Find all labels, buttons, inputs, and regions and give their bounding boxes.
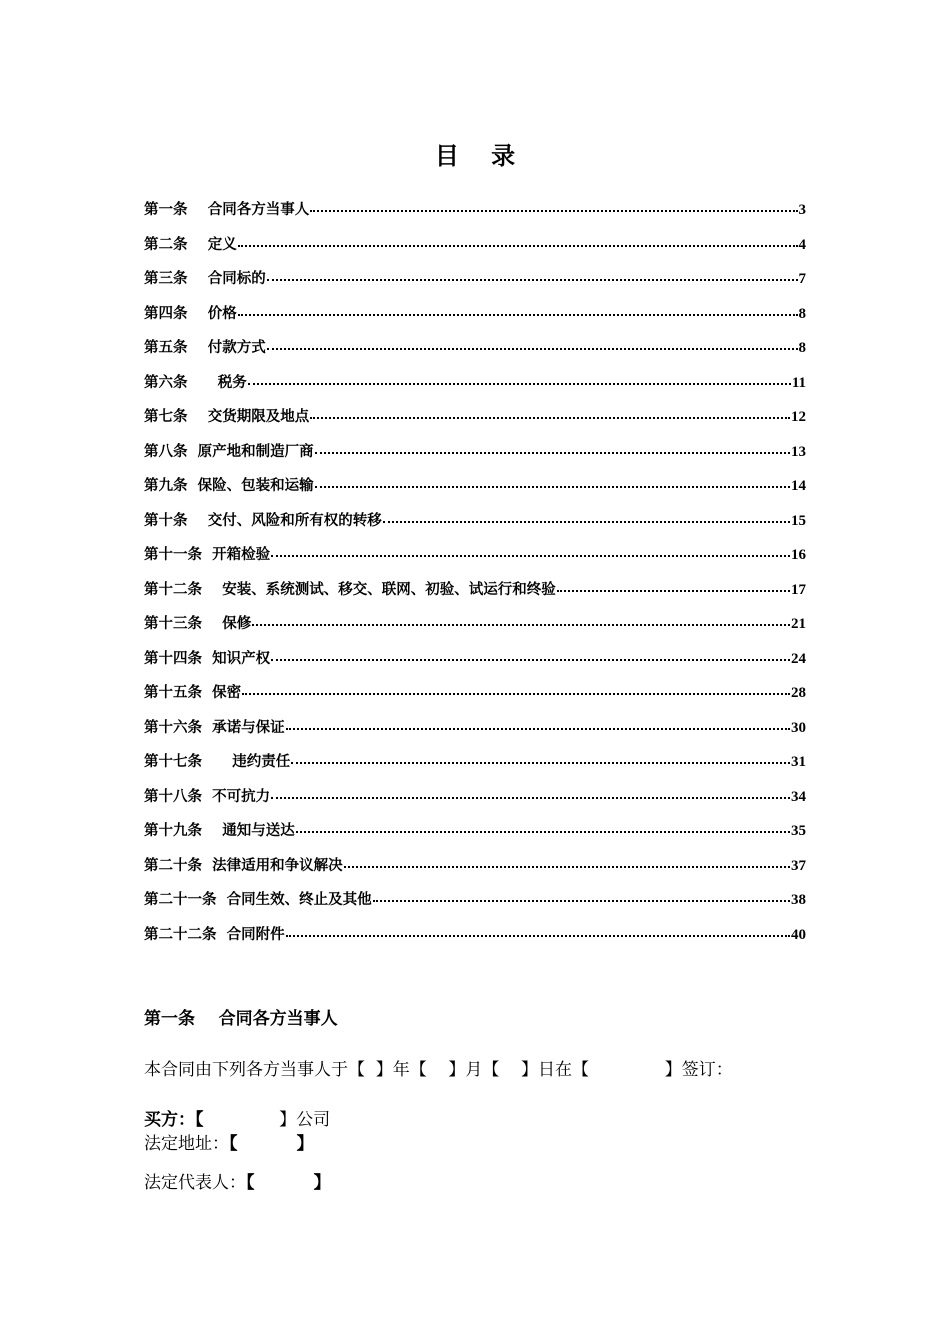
toc-entry[interactable] [144, 371, 806, 406]
toc-entry-label: 第九条 保险、包装和运输 [144, 478, 314, 494]
toc-entry[interactable] [144, 405, 806, 440]
toc-entry[interactable] [144, 578, 806, 613]
toc-leader-dots [286, 727, 790, 730]
toc-entry-label: 第三条 合同标的 [144, 271, 266, 287]
toc-leader-dots [271, 554, 790, 557]
toc-entry[interactable] [144, 233, 806, 268]
toc-entry-page: 11 [791, 374, 806, 391]
buyer-line [144, 1105, 330, 1130]
toc-entry[interactable] [144, 302, 806, 337]
toc-entry-page: 38 [791, 892, 806, 908]
toc-leader-dots [344, 865, 790, 868]
toc-entry-label: 第一条 合同各方当事人 [144, 202, 310, 218]
toc-entry-label: 第十八条 不可抗力 [144, 788, 271, 805]
toc-title: 目 录 [434, 142, 528, 170]
toc-leader-dots [310, 209, 797, 212]
toc-entry-label: 第十七条 违约责任 [144, 754, 291, 770]
toc-leader-dots [291, 761, 790, 764]
toc-leader-dots [267, 278, 798, 281]
toc-entry-page: 40 [791, 926, 806, 943]
toc-entry[interactable] [144, 716, 806, 751]
toc-entry-page: 7 [798, 271, 806, 287]
toc-entry-page: 3 [798, 202, 806, 218]
toc-entry[interactable] [144, 336, 806, 371]
toc-leader-dots [315, 451, 790, 454]
toc-entry-page: 16 [791, 547, 806, 563]
intro-paragraph: 本合同由下列各方当事人于【 】年【 】月【 】日在【 】签订： [144, 1060, 733, 1080]
buyer-label: 买方：【 [144, 1110, 204, 1130]
toc-leader-dots [296, 830, 790, 833]
toc-entry-page: 8 [798, 305, 806, 322]
toc-entry-page: 37 [791, 857, 806, 874]
toc-leader-dots [315, 485, 790, 488]
toc-entry-page: 15 [791, 512, 806, 529]
toc-entry[interactable] [144, 612, 806, 647]
toc-entry-page: 17 [791, 581, 806, 598]
toc-entry-label: 第十五条 保密 [144, 685, 242, 701]
toc-leader-dots [373, 899, 790, 902]
toc-entry-page: 30 [791, 719, 806, 736]
legal-rep-line [144, 1168, 331, 1193]
toc-leader-dots [267, 347, 798, 350]
toc-entry[interactable] [144, 543, 806, 578]
toc-entry[interactable] [144, 819, 806, 854]
toc-entry-page: 12 [791, 409, 806, 425]
toc-entry[interactable] [144, 888, 806, 923]
toc-entry-page: 31 [791, 754, 806, 770]
toc-entry[interactable] [144, 474, 806, 509]
toc-entry-page: 13 [791, 443, 806, 460]
toc-leader-dots [271, 658, 790, 661]
toc-entry-label: 第二十二条 合同附件 [144, 926, 285, 943]
toc-entry[interactable] [144, 854, 806, 889]
legal-address-label: 法定地址： [144, 1134, 229, 1154]
toc-entry[interactable] [144, 785, 806, 820]
toc-leader-dots [252, 623, 790, 626]
toc-entry-label: 第十六条 承诺与保证 [144, 719, 285, 736]
toc-entry-page: 14 [791, 478, 806, 494]
toc-entry-page: 4 [798, 236, 806, 253]
table-of-contents [144, 198, 806, 957]
toc-entry-page: 34 [791, 788, 806, 805]
legal-address-line [144, 1129, 314, 1154]
section-heading: 第一条 合同各方当事人 [144, 1009, 338, 1029]
toc-entry-page: 21 [791, 616, 806, 632]
toc-entry-label: 第四条 价格 [144, 305, 237, 322]
toc-leader-dots [238, 313, 798, 316]
toc-entry-label: 第五条 付款方式 [144, 340, 266, 356]
toc-entry-label: 第十一条 开箱检验 [144, 547, 271, 563]
toc-entry[interactable] [144, 509, 806, 544]
toc-entry-label: 第十九条 通知与送达 [144, 823, 295, 839]
toc-entry[interactable] [144, 198, 806, 233]
toc-entry[interactable] [144, 440, 806, 475]
toc-leader-dots [383, 520, 790, 523]
toc-leader-dots [271, 796, 790, 799]
toc-entry-label: 第二条 定义 [144, 236, 237, 253]
buyer-value: 】公司 [203, 1110, 331, 1130]
toc-leader-dots [248, 382, 791, 385]
toc-entry[interactable] [144, 647, 806, 682]
toc-leader-dots [242, 692, 790, 695]
toc-entry[interactable] [144, 923, 806, 958]
toc-entry-label: 第二十一条 合同生效、终止及其他 [144, 892, 372, 908]
toc-entry-label: 第六条 税务 [144, 374, 247, 391]
toc-entry-page: 24 [791, 650, 806, 667]
toc-entry-label: 第二十条 法律适用和争议解决 [144, 857, 343, 874]
toc-leader-dots [238, 244, 798, 247]
toc-entry-label: 第十三条 保修 [144, 616, 252, 632]
toc-entry-label: 第十条 交付、风险和所有权的转移 [144, 512, 382, 529]
legal-address-value: 【 】 [229, 1134, 314, 1154]
toc-entry[interactable] [144, 681, 806, 716]
toc-entry-page: 35 [791, 823, 806, 839]
toc-entry-label: 第十二条 安装、系统测试、移交、联网、初验、试运行和终验 [144, 581, 556, 598]
toc-entry-page: 8 [798, 340, 806, 356]
toc-entry[interactable] [144, 750, 806, 785]
toc-leader-dots [557, 589, 790, 592]
toc-entry-page: 28 [791, 685, 806, 701]
toc-leader-dots [286, 934, 790, 937]
toc-leader-dots [310, 416, 790, 419]
toc-entry-label: 第八条 原产地和制造厂商 [144, 443, 314, 460]
toc-entry[interactable] [144, 267, 806, 302]
legal-rep-label: 法定代表人： [144, 1173, 246, 1193]
toc-entry-label: 第十四条 知识产权 [144, 650, 271, 667]
legal-rep-value: 【 】 [246, 1173, 331, 1193]
toc-entry-label: 第七条 交货期限及地点 [144, 409, 310, 425]
